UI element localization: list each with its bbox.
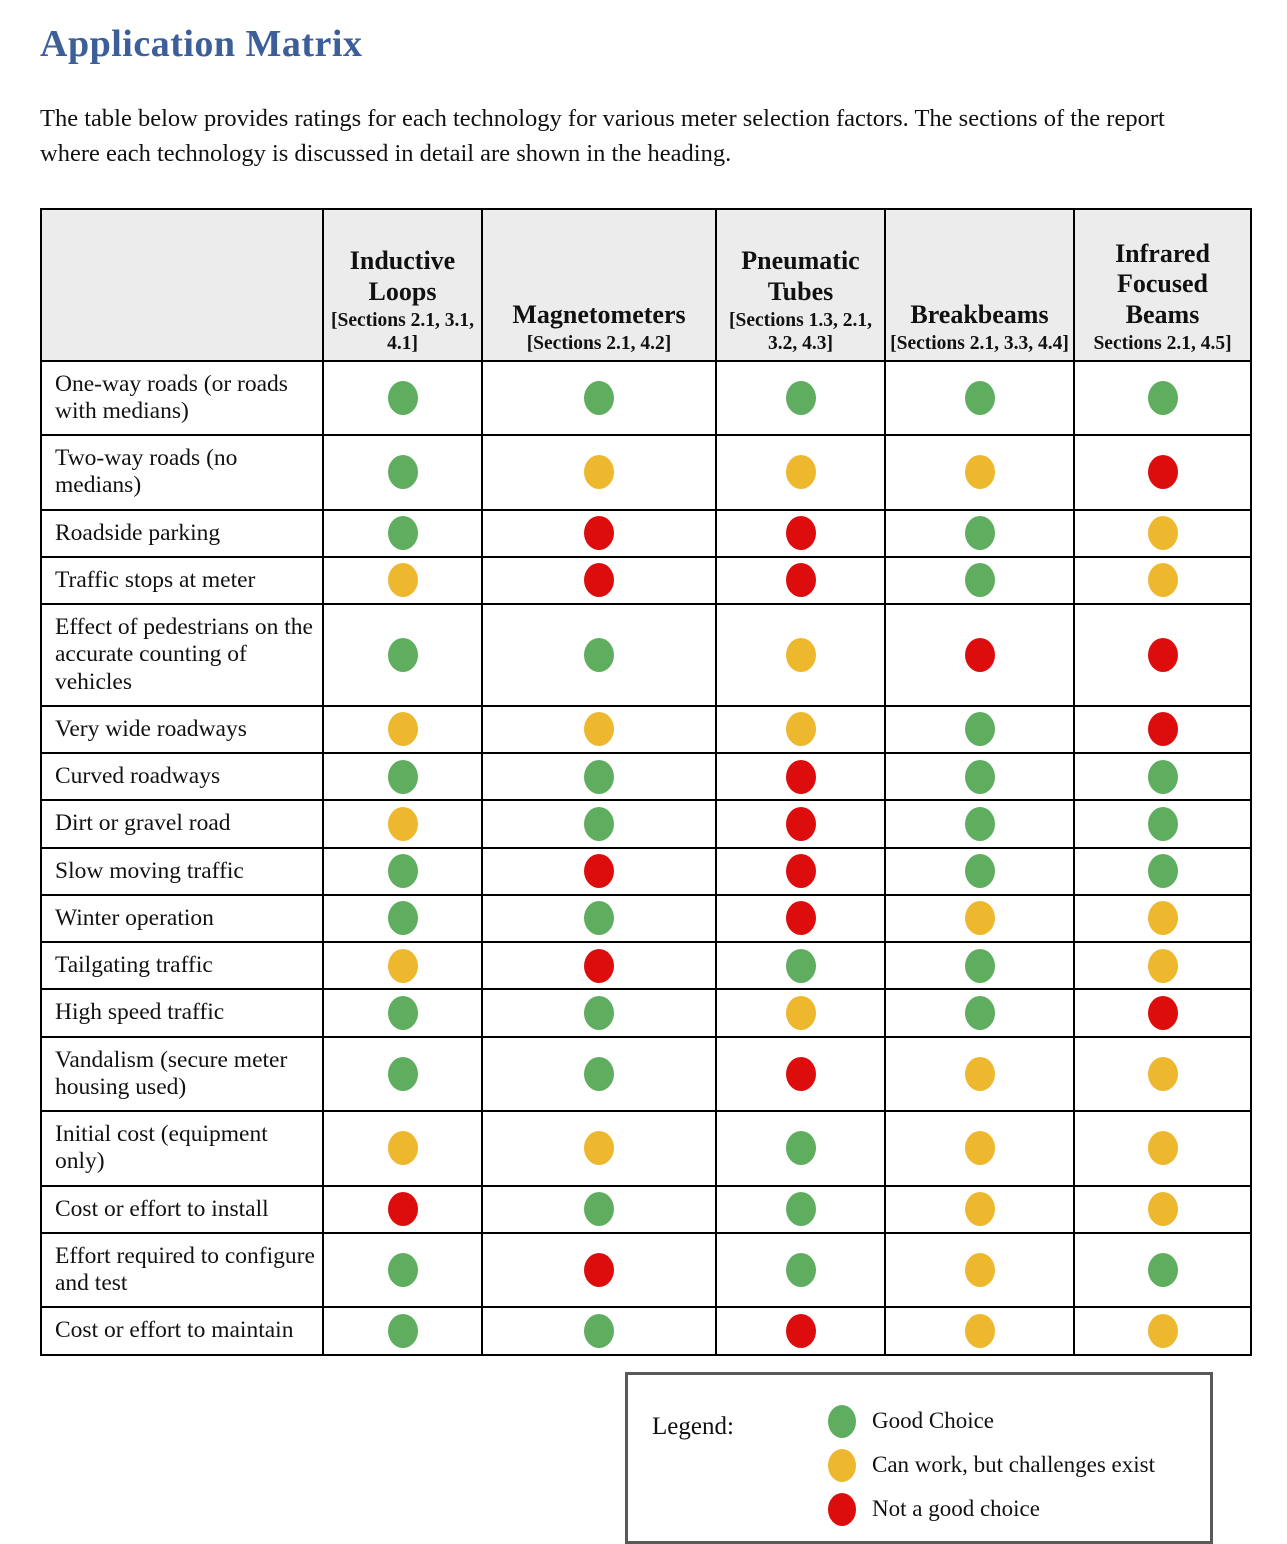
column-sections: [Sections 1.3, 2.1, 3.2, 4.3] [729, 309, 872, 354]
bad-dot-icon [1148, 455, 1178, 489]
rating-cell [1074, 800, 1251, 847]
rating-cell [716, 895, 885, 942]
rating-cell [323, 942, 482, 989]
table-row [41, 1307, 1251, 1354]
page-title: Application Matrix [40, 23, 363, 65]
table-row [41, 942, 1251, 989]
good-dot-icon [584, 996, 614, 1030]
good-dot-icon [388, 854, 418, 888]
bad-dot-icon [388, 1192, 418, 1226]
column-name: Inductive Loops [349, 246, 456, 306]
challenge-dot-icon [584, 712, 614, 746]
table-row [41, 989, 1251, 1036]
rating-cell [885, 753, 1074, 800]
bad-dot-icon [584, 949, 614, 983]
challenge-dot-icon [965, 1314, 995, 1348]
rating-cell [1074, 895, 1251, 942]
rating-cell [1074, 557, 1251, 604]
bad-dot-icon [786, 901, 816, 935]
rating-cell [885, 1233, 1074, 1308]
rating-cell [1074, 1186, 1251, 1233]
challenge-dot-icon [965, 1192, 995, 1226]
legend-title: Legend: [652, 1412, 734, 1440]
row-label: Vandalism (secure meter housing used) [41, 1037, 323, 1112]
column-name: Breakbeams [910, 299, 1049, 329]
good-dot-icon [1148, 854, 1178, 888]
challenge-dot-icon [388, 807, 418, 841]
rating-cell [482, 1037, 716, 1112]
rating-cell [885, 1307, 1074, 1354]
bad-dot-icon [786, 563, 816, 597]
good-dot-icon [1148, 1253, 1178, 1287]
good-dot-icon [584, 760, 614, 794]
rating-cell [885, 706, 1074, 753]
good-dot-icon [584, 901, 614, 935]
good-dot-icon [388, 516, 418, 550]
bad-dot-icon [1148, 638, 1178, 672]
table-row [41, 706, 1251, 753]
good-dot-icon [388, 996, 418, 1030]
bad-dot-icon [584, 516, 614, 550]
rating-cell [323, 1233, 482, 1308]
bad-dot-icon [786, 760, 816, 794]
challenge-dot-icon [1148, 516, 1178, 550]
column-name: Magnetometers [512, 299, 686, 329]
good-dot-icon [786, 1192, 816, 1226]
rating-cell [482, 706, 716, 753]
challenge-dot-icon [786, 638, 816, 672]
legend [625, 1372, 1213, 1544]
rating-cell [716, 1233, 885, 1308]
good-dot-icon [388, 1057, 418, 1091]
rating-cell [885, 557, 1074, 604]
column-header [323, 209, 482, 361]
rating-cell [1074, 361, 1251, 436]
challenge-dot-icon [388, 712, 418, 746]
table-row [41, 510, 1251, 557]
rating-cell [1074, 1307, 1251, 1354]
legend-item-label: Not a good choice [872, 1496, 1040, 1522]
good-dot-icon [786, 1131, 816, 1165]
rating-cell [716, 800, 885, 847]
bad-dot-icon [786, 807, 816, 841]
table-row [41, 1111, 1251, 1186]
rating-cell [716, 848, 885, 895]
rating-cell [323, 510, 482, 557]
challenge-dot-icon [388, 949, 418, 983]
rating-cell [885, 604, 1074, 706]
rating-cell [323, 361, 482, 436]
rating-cell [716, 510, 885, 557]
rating-cell [716, 706, 885, 753]
rating-cell [323, 848, 482, 895]
good-dot-icon [584, 807, 614, 841]
rating-cell [1074, 1111, 1251, 1186]
rating-cell [323, 1111, 482, 1186]
rating-cell [716, 1307, 885, 1354]
good-dot-icon [388, 760, 418, 794]
rating-cell [1074, 989, 1251, 1036]
rating-cell [482, 848, 716, 895]
rating-cell [482, 435, 716, 510]
good-dot-icon [965, 516, 995, 550]
good-dot-icon [584, 638, 614, 672]
table-row [41, 361, 1251, 436]
bad-dot-icon [786, 854, 816, 888]
rating-cell [1074, 942, 1251, 989]
table-row [41, 848, 1251, 895]
rating-cell [323, 706, 482, 753]
rating-cell [885, 848, 1074, 895]
good-dot-icon [584, 1314, 614, 1348]
rating-cell [885, 510, 1074, 557]
rating-cell [885, 435, 1074, 510]
good-dot-icon [965, 996, 995, 1030]
good-dot-icon [965, 563, 995, 597]
table-row [41, 1186, 1251, 1233]
rating-cell [323, 604, 482, 706]
column-header [716, 209, 885, 361]
challenge-dot-icon [388, 1131, 418, 1165]
rating-cell [885, 895, 1074, 942]
good-dot-icon [786, 1253, 816, 1287]
rating-cell [716, 557, 885, 604]
row-label: Two-way roads (no medians) [41, 435, 323, 510]
row-label: Dirt or gravel road [41, 800, 323, 847]
row-label: Slow moving traffic [41, 848, 323, 895]
corner-header-cell [41, 209, 323, 361]
rating-cell [716, 1186, 885, 1233]
legend-item-label: Can work, but challenges exist [872, 1452, 1155, 1478]
rating-cell [323, 435, 482, 510]
row-label: Traffic stops at meter [41, 557, 323, 604]
rating-cell [323, 989, 482, 1036]
challenge-dot-icon [965, 1057, 995, 1091]
rating-cell [323, 895, 482, 942]
rating-cell [482, 1186, 716, 1233]
rating-cell [885, 800, 1074, 847]
challenge-dot-icon [828, 1449, 856, 1482]
rating-cell [323, 753, 482, 800]
rating-cell [1074, 848, 1251, 895]
good-dot-icon [388, 638, 418, 672]
table-row [41, 895, 1251, 942]
rating-cell [323, 800, 482, 847]
table-row [41, 753, 1251, 800]
challenge-dot-icon [1148, 949, 1178, 983]
challenge-dot-icon [388, 563, 418, 597]
rating-cell [323, 1307, 482, 1354]
bad-dot-icon [786, 516, 816, 550]
row-label: Tailgating traffic [41, 942, 323, 989]
column-sections: Sections 2.1, 4.5] [1093, 332, 1232, 354]
rating-cell [482, 942, 716, 989]
good-dot-icon [965, 949, 995, 983]
challenge-dot-icon [965, 901, 995, 935]
challenge-dot-icon [965, 1131, 995, 1165]
challenge-dot-icon [584, 1131, 614, 1165]
good-dot-icon [965, 381, 995, 415]
good-dot-icon [584, 1192, 614, 1226]
rating-cell [323, 557, 482, 604]
legend-item [828, 1405, 1155, 1438]
rating-cell [1074, 1233, 1251, 1308]
rating-cell [1074, 706, 1251, 753]
good-dot-icon [828, 1405, 856, 1438]
intro-paragraph: The table below provides ratings for each technology for various meter selection factors. The sections of the report where each technology is discussed in detail are shown in the heading. [40, 105, 1165, 167]
row-label: Cost or effort to maintain [41, 1307, 323, 1354]
rating-cell [1074, 510, 1251, 557]
bad-dot-icon [584, 854, 614, 888]
good-dot-icon [965, 760, 995, 794]
application-matrix-table [40, 208, 1252, 1356]
column-name: Pneumatic Tubes [741, 246, 860, 306]
rating-cell [716, 1111, 885, 1186]
good-dot-icon [388, 1314, 418, 1348]
challenge-dot-icon [786, 712, 816, 746]
bad-dot-icon [584, 1253, 614, 1287]
column-header [482, 209, 716, 361]
bad-dot-icon [828, 1493, 856, 1526]
challenge-dot-icon [786, 455, 816, 489]
rating-cell [482, 753, 716, 800]
row-label: High speed traffic [41, 989, 323, 1036]
good-dot-icon [786, 949, 816, 983]
rating-cell [482, 1233, 716, 1308]
column-header [1074, 209, 1251, 361]
bad-dot-icon [965, 638, 995, 672]
challenge-dot-icon [1148, 563, 1178, 597]
bad-dot-icon [584, 563, 614, 597]
good-dot-icon [965, 854, 995, 888]
rating-cell [1074, 1037, 1251, 1112]
legend-item [828, 1493, 1155, 1526]
legend-item [828, 1449, 1155, 1482]
bad-dot-icon [1148, 996, 1178, 1030]
rating-cell [1074, 604, 1251, 706]
good-dot-icon [388, 455, 418, 489]
table-row [41, 1037, 1251, 1112]
column-sections: [Sections 2.1, 3.1, 4.1] [331, 309, 474, 354]
rating-cell [885, 361, 1074, 436]
rating-cell [482, 1307, 716, 1354]
table-row [41, 435, 1251, 510]
column-header [885, 209, 1074, 361]
rating-cell [482, 989, 716, 1036]
challenge-dot-icon [786, 996, 816, 1030]
good-dot-icon [965, 807, 995, 841]
rating-cell [482, 800, 716, 847]
rating-cell [716, 989, 885, 1036]
rating-cell [482, 895, 716, 942]
column-name: Infrared Focused Beams [1115, 238, 1210, 329]
rating-cell [716, 435, 885, 510]
row-label: Roadside parking [41, 510, 323, 557]
rating-cell [482, 361, 716, 436]
challenge-dot-icon [584, 455, 614, 489]
rating-cell [482, 510, 716, 557]
rating-cell [885, 989, 1074, 1036]
table-row [41, 800, 1251, 847]
bad-dot-icon [786, 1057, 816, 1091]
rating-cell [323, 1037, 482, 1112]
rating-cell [716, 942, 885, 989]
rating-cell [885, 1037, 1074, 1112]
rating-cell [885, 1186, 1074, 1233]
row-label: Very wide roadways [41, 706, 323, 753]
good-dot-icon [584, 381, 614, 415]
table-header [41, 209, 1251, 361]
table-row [41, 604, 1251, 706]
challenge-dot-icon [965, 1253, 995, 1287]
good-dot-icon [1148, 760, 1178, 794]
rating-cell [716, 604, 885, 706]
row-label: Curved roadways [41, 753, 323, 800]
rating-cell [482, 604, 716, 706]
bad-dot-icon [786, 1314, 816, 1348]
good-dot-icon [1148, 381, 1178, 415]
table-row [41, 1233, 1251, 1308]
good-dot-icon [1148, 807, 1178, 841]
good-dot-icon [584, 1057, 614, 1091]
rating-cell [716, 753, 885, 800]
column-sections: [Sections 2.1, 3.3, 4.4] [890, 332, 1069, 354]
good-dot-icon [965, 712, 995, 746]
challenge-dot-icon [1148, 1131, 1178, 1165]
rating-cell [482, 557, 716, 604]
rating-cell [716, 1037, 885, 1112]
rating-cell [885, 942, 1074, 989]
row-label: Initial cost (equipment only) [41, 1111, 323, 1186]
good-dot-icon [388, 381, 418, 415]
rating-cell [323, 1186, 482, 1233]
challenge-dot-icon [1148, 1314, 1178, 1348]
challenge-dot-icon [1148, 901, 1178, 935]
rating-cell [1074, 753, 1251, 800]
row-label: One-way roads (or roads with medians) [41, 361, 323, 436]
challenge-dot-icon [1148, 1057, 1178, 1091]
column-sections: [Sections 2.1, 4.2] [526, 332, 672, 354]
rating-cell [482, 1111, 716, 1186]
rating-cell [716, 361, 885, 436]
legend-items [828, 1405, 1155, 1526]
challenge-dot-icon [1148, 1192, 1178, 1226]
bad-dot-icon [1148, 712, 1178, 746]
row-label: Effort required to configure and test [41, 1233, 323, 1308]
good-dot-icon [786, 381, 816, 415]
row-label: Cost or effort to install [41, 1186, 323, 1233]
row-label: Winter operation [41, 895, 323, 942]
good-dot-icon [388, 1253, 418, 1287]
good-dot-icon [388, 901, 418, 935]
challenge-dot-icon [965, 455, 995, 489]
table-row [41, 557, 1251, 604]
rating-cell [1074, 435, 1251, 510]
legend-item-label: Good Choice [872, 1408, 995, 1434]
row-label: Effect of pedestrians on the accurate counting of vehicles [41, 604, 323, 706]
rating-cell [885, 1111, 1074, 1186]
